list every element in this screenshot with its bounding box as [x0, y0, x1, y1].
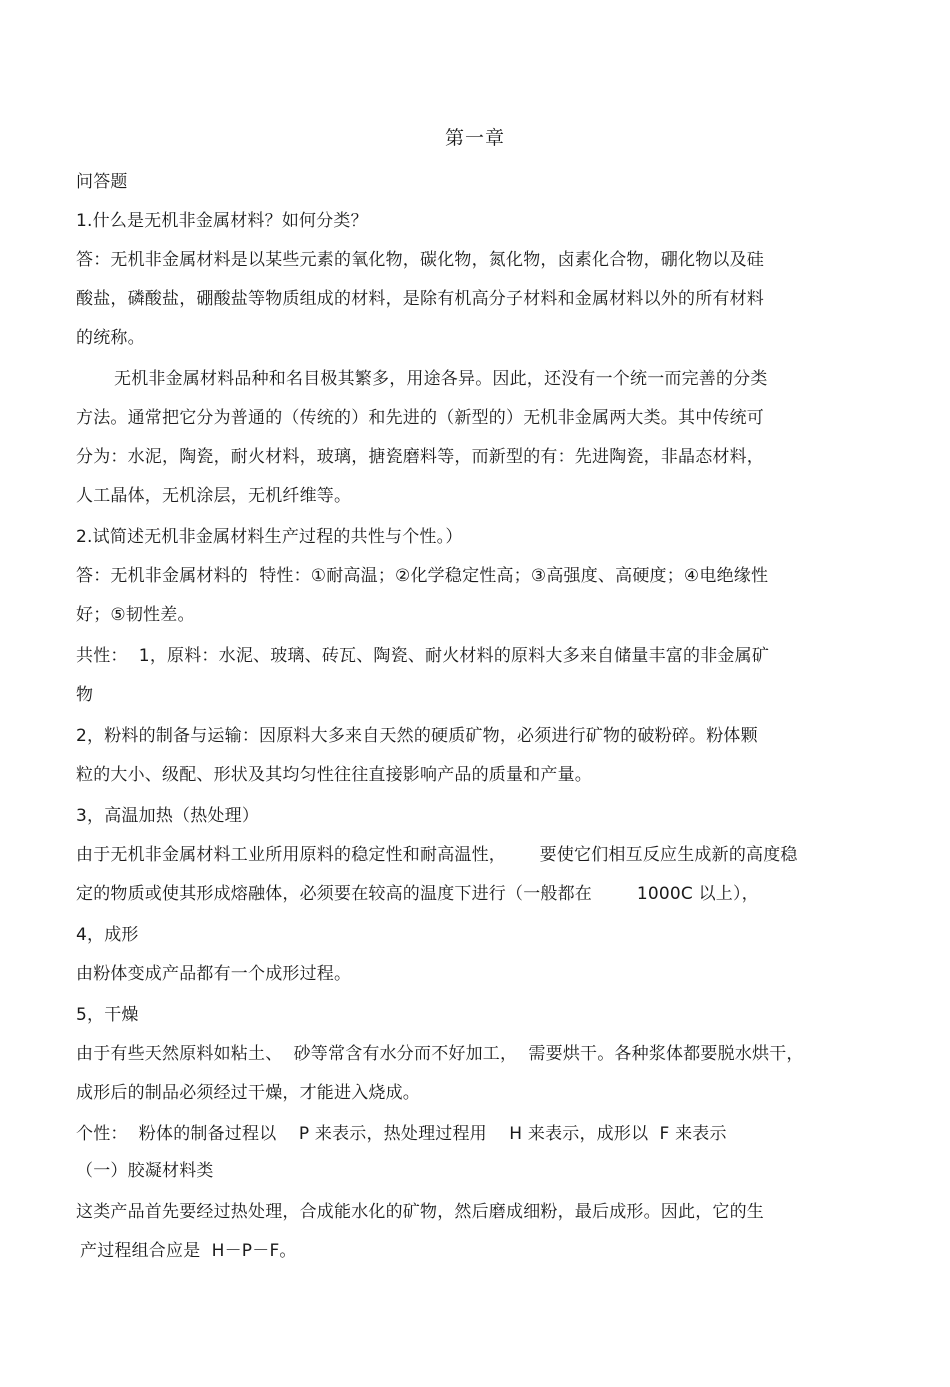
item-2-line-2: 粒的大小、级配、形状及其均匀性往往直接影响产品的质量和产量。	[76, 765, 592, 785]
chapter-title: 第一章	[444, 127, 505, 149]
individuality-line: 个性： 粉体的制备过程以 P 来表示，热处理过程用 H 来表示，成形以 F 来表示	[76, 1124, 727, 1144]
item-3-line-2: 定的物质或使其形成熔融体，必须要在较高的温度下进行（一般都在 1000C 以上），	[76, 884, 759, 904]
item-4-heading: 4，成形	[76, 925, 139, 945]
item-5-heading: 5，干燥	[76, 1005, 139, 1025]
answer-1-line-3: 的统称。	[76, 328, 145, 348]
item-5-line-2: 成形后的制品必须经过干燥，才能进入烧成。	[76, 1083, 420, 1103]
item-3-heading: 3，高温加热（热处理）	[76, 806, 260, 826]
answer-1-para-2-line-3: 分为：水泥，陶瓷，耐火材料，玻璃，搪瓷磨料等，而新型的有：先进陶瓷，非晶态材料，	[76, 447, 764, 467]
item-5-line-1: 由于有些天然原料如粘土、 砂等常含有水分而不好加工， 需要烘干。各种浆体都要脱水烘干，	[76, 1044, 804, 1064]
category-1-heading: （一）胶凝材料类	[76, 1161, 214, 1181]
item-3-line-1: 由于无机非金属材料工业所用原料的稳定性和耐高温性， 要使它们相互反应生成新的高度稳	[76, 845, 798, 865]
category-1-line-2: 产过程组合应是 H－P－F。	[80, 1241, 297, 1261]
answer-1-para-2-line-4: 人工晶体，无机涂层，无机纤维等。	[76, 486, 352, 506]
answer-2-line-1: 答：无机非金属材料的 特性：①耐高温；②化学稳定性高；③高强度、高硬度；④电绝缘性	[76, 566, 769, 586]
answer-2-line-2: 好；⑤韧性差。	[76, 605, 195, 625]
item-4-line-1: 由粉体变成产品都有一个成形过程。	[76, 964, 352, 984]
category-1-line-1: 这类产品首先要经过热处理，合成能水化的矿物，然后磨成细粉，最后成形。因此，它的生	[76, 1202, 764, 1222]
commonality-line-1: 共性： 1，原料：水泥、玻璃、砖瓦、陶瓷、耐火材料的原料大多来自储量丰富的非金属矿	[76, 646, 770, 666]
question-2: 2.试简述无机非金属材料生产过程的共性与个性。）	[76, 527, 463, 547]
item-2-line-1: 2，粉料的制备与运输：因原料大多来自天然的硬质矿物，必须进行矿物的破粉碎。粉体颗	[76, 726, 758, 746]
answer-1-line-2: 酸盐，磷酸盐，硼酸盐等物质组成的材料，是除有机高分子材料和金属材料以外的所有材料	[76, 289, 764, 309]
answer-1-para-2-line-1: 无机非金属材料品种和名目极其繁多，用途各异。因此，还没有一个统一而完善的分类	[114, 369, 768, 389]
question-1: 1.什么是无机非金属材料？如何分类？	[76, 211, 368, 231]
section-heading: 问答题	[76, 172, 128, 192]
answer-1-para-2-line-2: 方法。通常把它分为普通的（传统的）和先进的（新型的）无机非金属两大类。其中传统可	[76, 408, 764, 428]
answer-1-line-1: 答：无机非金属材料是以某些元素的氧化物，碳化物，氮化物，卤素化合物，硼化物以及硅	[76, 250, 764, 270]
commonality-line-2: 物	[76, 685, 94, 705]
